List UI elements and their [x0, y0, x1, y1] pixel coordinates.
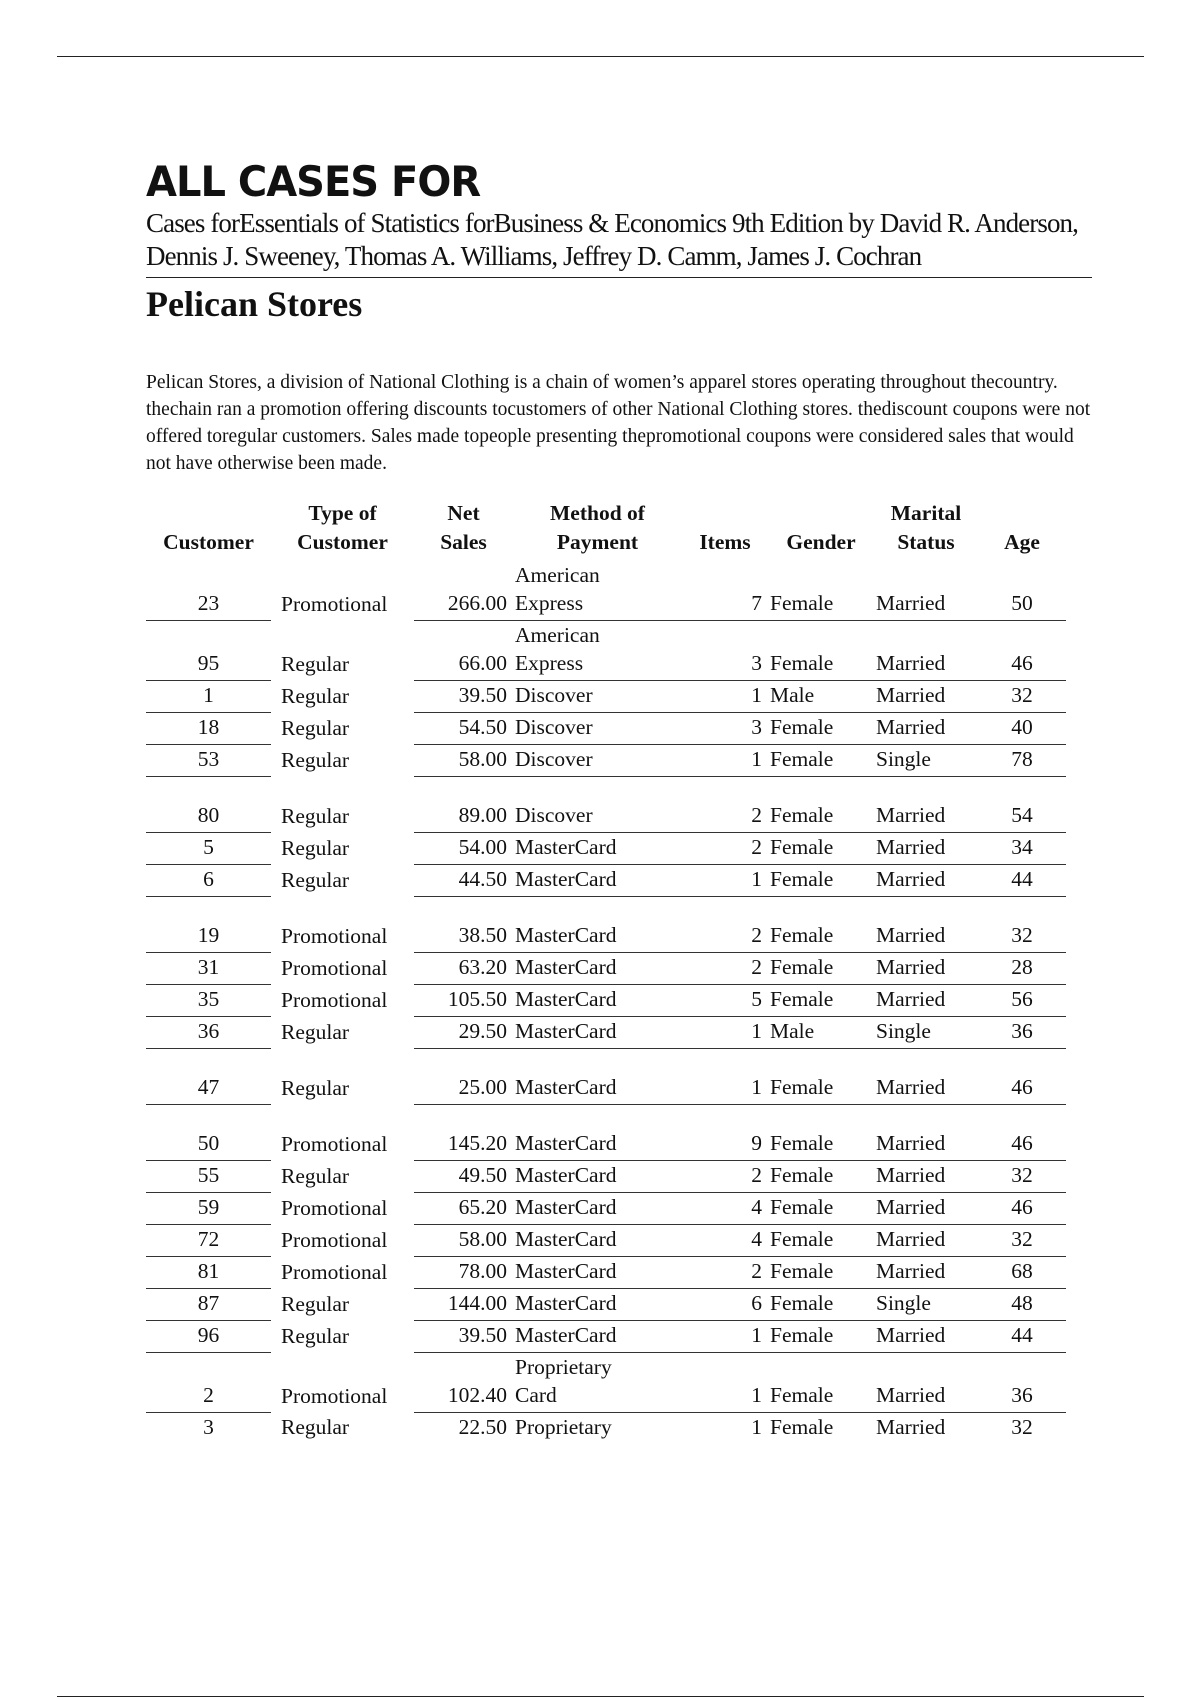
table-row [146, 1257, 1066, 1289]
cell-gender: Female [768, 985, 874, 1017]
cell-customer: 19 [146, 897, 271, 953]
header-marital: Marital Status [890, 501, 962, 554]
cell-payment: MasterCard [513, 1049, 682, 1105]
cell-customer: 50 [146, 1105, 271, 1161]
table-row [146, 1413, 1066, 1444]
cell-age: 32 [978, 681, 1066, 713]
cell-payment: Proprietary Card [513, 1353, 682, 1413]
cell-age: 48 [978, 1289, 1066, 1321]
cell-sales: 54.50 [414, 713, 513, 745]
cell-marital: Married [874, 561, 978, 621]
cell-items: 5 [682, 985, 768, 1017]
cell-payment: Discover [513, 777, 682, 833]
table-row [146, 985, 1066, 1017]
cell-sales: 58.00 [414, 745, 513, 777]
cell-type: Regular [281, 1020, 350, 1044]
cell-customer: 81 [146, 1257, 271, 1289]
cell-sales: 54.00 [414, 833, 513, 865]
cell-sales: 22.50 [458, 1415, 507, 1439]
cell-sales: 266.00 [414, 561, 513, 621]
cell-payment: MasterCard [513, 985, 682, 1017]
cell-type: Promotional [281, 1228, 388, 1252]
page-content [146, 157, 1092, 1444]
cell-payment: Discover [513, 681, 682, 713]
cell-gender: Female [770, 1415, 834, 1439]
cell-sales: 144.00 [414, 1289, 513, 1321]
cell-items: 7 [682, 561, 768, 621]
cell-age: 46 [978, 1105, 1066, 1161]
cell-age: 36 [978, 1353, 1066, 1413]
cell-sales: 105.50 [414, 985, 513, 1017]
cell-marital: Married [874, 985, 978, 1017]
cell-type: Promotional [281, 956, 388, 980]
cell-items: 4 [682, 1225, 768, 1257]
cell-marital: Married [874, 681, 978, 713]
cell-sales: 58.00 [414, 1225, 513, 1257]
cell-items: 1 [682, 1017, 768, 1049]
cell-type: Regular [281, 1415, 350, 1439]
cell-marital: Married [874, 865, 978, 897]
cell-customer: 5 [146, 833, 271, 865]
header-payment: Method of Payment [550, 501, 645, 554]
cell-sales: 78.00 [414, 1257, 513, 1289]
cell-customer: 72 [146, 1225, 271, 1257]
cell-marital: Married [874, 1353, 978, 1413]
header-items: Items [699, 530, 751, 554]
cell-age: 32 [978, 1225, 1066, 1257]
cell-items: 1 [682, 1353, 768, 1413]
cell-payment: MasterCard [513, 1017, 682, 1049]
cell-gender: Female [768, 777, 874, 833]
cell-gender: Female [768, 1105, 874, 1161]
cell-gender: Female [768, 865, 874, 897]
cell-items: 1 [751, 1415, 762, 1439]
cell-gender: Female [768, 1321, 874, 1353]
cell-items: 2 [682, 1161, 768, 1193]
cell-marital: Married [874, 777, 978, 833]
cell-customer: 95 [146, 621, 271, 681]
cell-marital: Married [874, 953, 978, 985]
cell-marital: Married [874, 621, 978, 681]
cell-type: Regular [281, 1164, 350, 1188]
cell-gender: Female [768, 1289, 874, 1321]
cell-marital: Married [874, 1161, 978, 1193]
cell-marital: Single [874, 1289, 978, 1321]
cell-type: Promotional [281, 988, 388, 1012]
cell-items: 2 [682, 953, 768, 985]
cell-type: Promotional [281, 924, 388, 948]
cell-customer: 96 [146, 1321, 271, 1353]
cell-marital: Single [874, 1017, 978, 1049]
cell-age: 50 [978, 561, 1066, 621]
cell-gender: Male [768, 1017, 874, 1049]
cell-age: 28 [978, 953, 1066, 985]
table-row [146, 681, 1066, 713]
cell-payment: MasterCard [513, 953, 682, 985]
cell-customer: 36 [146, 1017, 271, 1049]
table-row [146, 897, 1066, 953]
cell-sales: 63.20 [414, 953, 513, 985]
cell-marital: Single [874, 745, 978, 777]
table-row [146, 865, 1066, 897]
cell-age: 56 [978, 985, 1066, 1017]
cell-type: Regular [281, 684, 350, 708]
cell-marital: Married [874, 1225, 978, 1257]
cell-gender: Female [768, 561, 874, 621]
cell-age: 34 [978, 833, 1066, 865]
table-row [146, 1193, 1066, 1225]
cell-age: 54 [978, 777, 1066, 833]
cell-customer: 23 [146, 561, 271, 621]
table-row [146, 1049, 1066, 1105]
cell-age: 36 [978, 1017, 1066, 1049]
cell-age: 32 [978, 1161, 1066, 1193]
cell-gender: Female [768, 1161, 874, 1193]
cell-age: 46 [978, 1049, 1066, 1105]
cell-customer: 31 [146, 953, 271, 985]
cell-type: Regular [281, 836, 350, 860]
table-row [146, 1321, 1066, 1353]
table-row [146, 1017, 1066, 1049]
cell-sales: 89.00 [414, 777, 513, 833]
cell-sales: 49.50 [414, 1161, 513, 1193]
cell-items: 1 [682, 681, 768, 713]
cell-sales: 44.50 [414, 865, 513, 897]
cases-title: ALL CASES FOR [146, 158, 481, 207]
cell-age: 44 [978, 1321, 1066, 1353]
cell-sales: 39.50 [414, 681, 513, 713]
cell-payment: American Express [513, 621, 682, 681]
cell-items: 3 [682, 713, 768, 745]
header-gender: Gender [786, 530, 856, 554]
cell-gender: Female [768, 897, 874, 953]
header-age: Age [1004, 530, 1040, 554]
cell-payment: MasterCard [513, 1105, 682, 1161]
cell-payment: MasterCard [513, 1321, 682, 1353]
cell-type: Regular [281, 1324, 350, 1348]
cell-payment: Proprietary [515, 1415, 612, 1439]
top-rule [57, 56, 1144, 57]
cell-age: 46 [978, 1193, 1066, 1225]
cell-customer: 55 [146, 1161, 271, 1193]
cell-gender: Female [768, 833, 874, 865]
cell-gender: Female [768, 1193, 874, 1225]
cell-customer: 1 [146, 681, 271, 713]
cell-age: 46 [978, 621, 1066, 681]
cell-type: Regular [281, 868, 350, 892]
cell-payment: MasterCard [513, 1225, 682, 1257]
cell-payment: Discover [513, 713, 682, 745]
cell-type: Promotional [281, 1132, 388, 1156]
cell-gender: Female [768, 953, 874, 985]
header-customer: Customer [163, 530, 254, 554]
table-row [146, 1353, 1066, 1413]
cell-items: 4 [682, 1193, 768, 1225]
cell-marital: Married [874, 1105, 978, 1161]
cell-customer: 53 [146, 745, 271, 777]
cell-age: 44 [978, 865, 1066, 897]
cell-marital: Married [874, 833, 978, 865]
cell-age: 40 [978, 713, 1066, 745]
cell-customer: 3 [203, 1415, 214, 1439]
cell-payment: MasterCard [513, 1289, 682, 1321]
cell-payment: MasterCard [513, 833, 682, 865]
cell-age: 32 [1011, 1415, 1033, 1439]
case-title: Pelican Stores [146, 284, 363, 324]
header-sales: Net Sales [440, 501, 487, 554]
cell-type: Promotional [281, 592, 388, 616]
cell-payment: American Express [513, 561, 682, 621]
cell-customer: 87 [146, 1289, 271, 1321]
cell-marital: Married [874, 1193, 978, 1225]
table-row [146, 777, 1066, 833]
cell-gender: Male [768, 681, 874, 713]
cell-gender: Female [768, 1257, 874, 1289]
cell-marital: Married [874, 1257, 978, 1289]
cell-customer: 18 [146, 713, 271, 745]
table-row [146, 1161, 1066, 1193]
cell-items: 1 [682, 1049, 768, 1105]
cell-items: 1 [682, 1321, 768, 1353]
cell-type: Regular [281, 804, 350, 828]
cell-items: 2 [682, 897, 768, 953]
cell-customer: 2 [146, 1353, 271, 1413]
case-intro: Pelican Stores, a division of National Clothing is a chain of women’s apparel stores operating throughout thecountry. thechain ran a promotion offering discounts tocustomers of other National Clothing stores. thediscount coupons were not offered toregular customers. Sales made topeople presenting thepromotional coupons were considered sales that would not have otherwise been made. [146, 372, 1091, 474]
cell-type: Promotional [281, 1196, 388, 1220]
cell-gender: Female [768, 1225, 874, 1257]
cell-age: 68 [978, 1257, 1066, 1289]
cell-payment: MasterCard [513, 1193, 682, 1225]
cell-customer: 47 [146, 1049, 271, 1105]
cell-type: Regular [281, 1292, 350, 1316]
cell-type: Regular [281, 1076, 350, 1100]
cell-items: 9 [682, 1105, 768, 1161]
cell-sales: 145.20 [414, 1105, 513, 1161]
table-header-row [146, 499, 1066, 561]
cell-marital: Married [874, 1321, 978, 1353]
cell-gender: Female [768, 745, 874, 777]
cell-payment: Discover [513, 745, 682, 777]
cell-type: Regular [281, 652, 350, 676]
table-row [146, 953, 1066, 985]
cell-sales: 29.50 [414, 1017, 513, 1049]
cell-gender: Female [768, 713, 874, 745]
cell-age: 78 [978, 745, 1066, 777]
cell-gender: Female [768, 621, 874, 681]
cell-customer: 6 [146, 865, 271, 897]
cell-items: 2 [682, 833, 768, 865]
cell-gender: Female [768, 1049, 874, 1105]
cell-marital: Married [876, 1415, 946, 1439]
book-subtitle: Cases forEssentials of Statistics forBusiness & Economics 9th Edition by David R. Anderson, Dennis J. Sweeney, Thomas A. Williams, Jeffrey D. Camm, James J. Cochran [146, 207, 1092, 278]
table-row [146, 1289, 1066, 1321]
cell-sales: 102.40 [414, 1353, 513, 1413]
cell-items: 1 [682, 745, 768, 777]
cell-type: Promotional [281, 1384, 388, 1408]
data-table [146, 499, 1066, 1444]
cell-sales: 25.00 [414, 1049, 513, 1105]
cell-customer: 35 [146, 985, 271, 1017]
cell-type: Regular [281, 748, 350, 772]
cell-sales: 66.00 [414, 621, 513, 681]
cell-sales: 65.20 [414, 1193, 513, 1225]
cell-sales: 38.50 [414, 897, 513, 953]
cell-marital: Married [874, 713, 978, 745]
cell-type: Regular [281, 716, 350, 740]
table-row [146, 1105, 1066, 1161]
cell-type: Promotional [281, 1260, 388, 1284]
table-row [146, 561, 1066, 621]
cell-age: 32 [978, 897, 1066, 953]
table-row [146, 621, 1066, 681]
cell-payment: MasterCard [513, 865, 682, 897]
table-row [146, 713, 1066, 745]
table-row [146, 1225, 1066, 1257]
cell-items: 2 [682, 1257, 768, 1289]
cell-items: 2 [682, 777, 768, 833]
table-row [146, 833, 1066, 865]
cell-gender: Female [768, 1353, 874, 1413]
table-row [146, 745, 1066, 777]
cell-customer: 59 [146, 1193, 271, 1225]
cell-marital: Married [874, 1049, 978, 1105]
cell-items: 3 [682, 621, 768, 681]
cell-marital: Married [874, 897, 978, 953]
cell-items: 1 [682, 865, 768, 897]
cell-items: 6 [682, 1289, 768, 1321]
cell-sales: 39.50 [414, 1321, 513, 1353]
cell-customer: 80 [146, 777, 271, 833]
cell-payment: MasterCard [513, 1161, 682, 1193]
cell-payment: MasterCard [513, 1257, 682, 1289]
bottom-rule [57, 1696, 1144, 1697]
header-type: Type of Customer [297, 501, 388, 554]
table-body [146, 561, 1066, 1444]
cell-payment: MasterCard [513, 897, 682, 953]
